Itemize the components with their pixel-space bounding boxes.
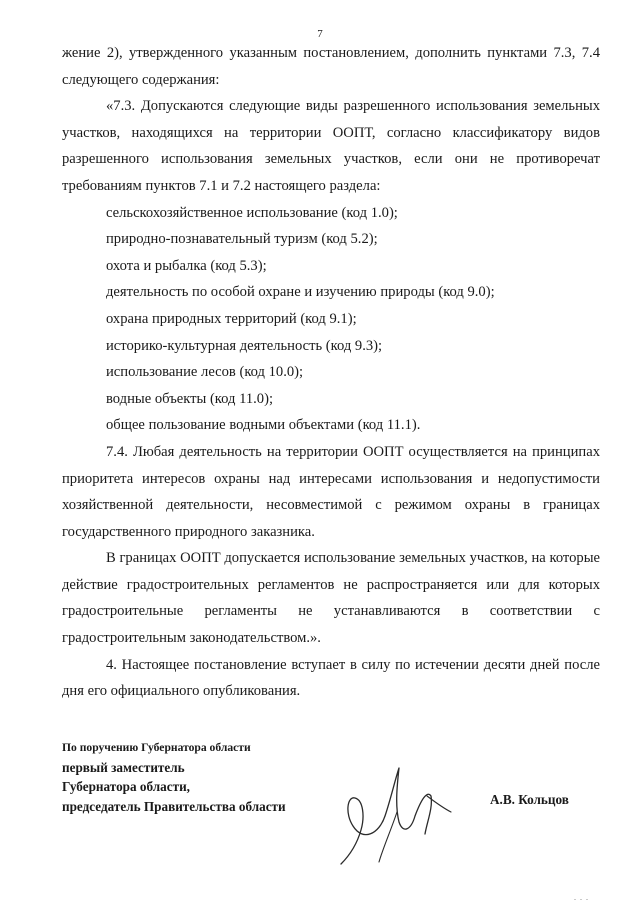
paragraph-7-3: «7.3. Допускаются следующие виды разрешенного использования земельных участков, находящихся на территории ООПТ, согласно классификатору видов разрешенного использования земельных участков, если они не противоречат требованиям пунктов 7.1 и 7.2 настоящего раздела: <box>62 98 600 194</box>
signature-line: По поручению Губернатора области <box>62 741 251 754</box>
page-number: 7 <box>317 28 323 40</box>
paragraph-7-4: 7.4. Любая деятельность на территории ООПТ осуществляется на принципах приоритета интересов охраны над интересами использования и недопустимости хозяйственной деятельности, несовместимой с режимом охраны в границах государственного природного заказника. <box>62 443 600 540</box>
signature-block <box>62 738 286 816</box>
list-item: использование лесов (код 10.0); <box>106 364 304 381</box>
paragraph-effective-date: 4. Настоящее постановление вступает в силу по истечении десяти дней после дня его официального опубликования. <box>62 656 600 700</box>
signature-line: председатель Правительства области <box>62 798 286 814</box>
list-item: природно-познавательный туризм (код 5.2); <box>106 231 378 248</box>
paragraph-continuation: жение 2), утвержденного указанным постановлением, дополнить пунктами 7.3, 7.4 следующего содержания: <box>62 45 600 88</box>
corner-mark: . . . <box>574 893 589 902</box>
list-item: историко-культурная деятельность (код 9.3); <box>106 337 383 354</box>
list-item: сельскохозяйственное использование (код 1.0); <box>106 204 398 221</box>
list-item: деятельность по особой охране и изучению природы (код 9.0); <box>106 284 495 301</box>
paragraph-boundaries: В границах ООПТ допускается использование земельных участков, на которые действие градостроительных регламентов не распространяется или для которых градостроительные регламенты не устанавливаются в соответствии с градостроительным законодательством.». <box>62 550 600 647</box>
handwritten-signature <box>335 760 475 870</box>
list-item: охота и рыбалка (код 5.3); <box>106 257 267 274</box>
signer-name: А.В. Кольцов <box>490 792 569 807</box>
list-item: водные объекты (код 11.0); <box>106 390 274 407</box>
document-body <box>62 40 600 705</box>
list-item: общее пользование водными объектами (код 11.1). <box>106 417 421 434</box>
signature-line: первый заместитель <box>62 759 185 775</box>
signature-line: Губернатора области, <box>62 779 190 794</box>
list-item: охрана природных территорий (код 9.1); <box>106 310 357 327</box>
